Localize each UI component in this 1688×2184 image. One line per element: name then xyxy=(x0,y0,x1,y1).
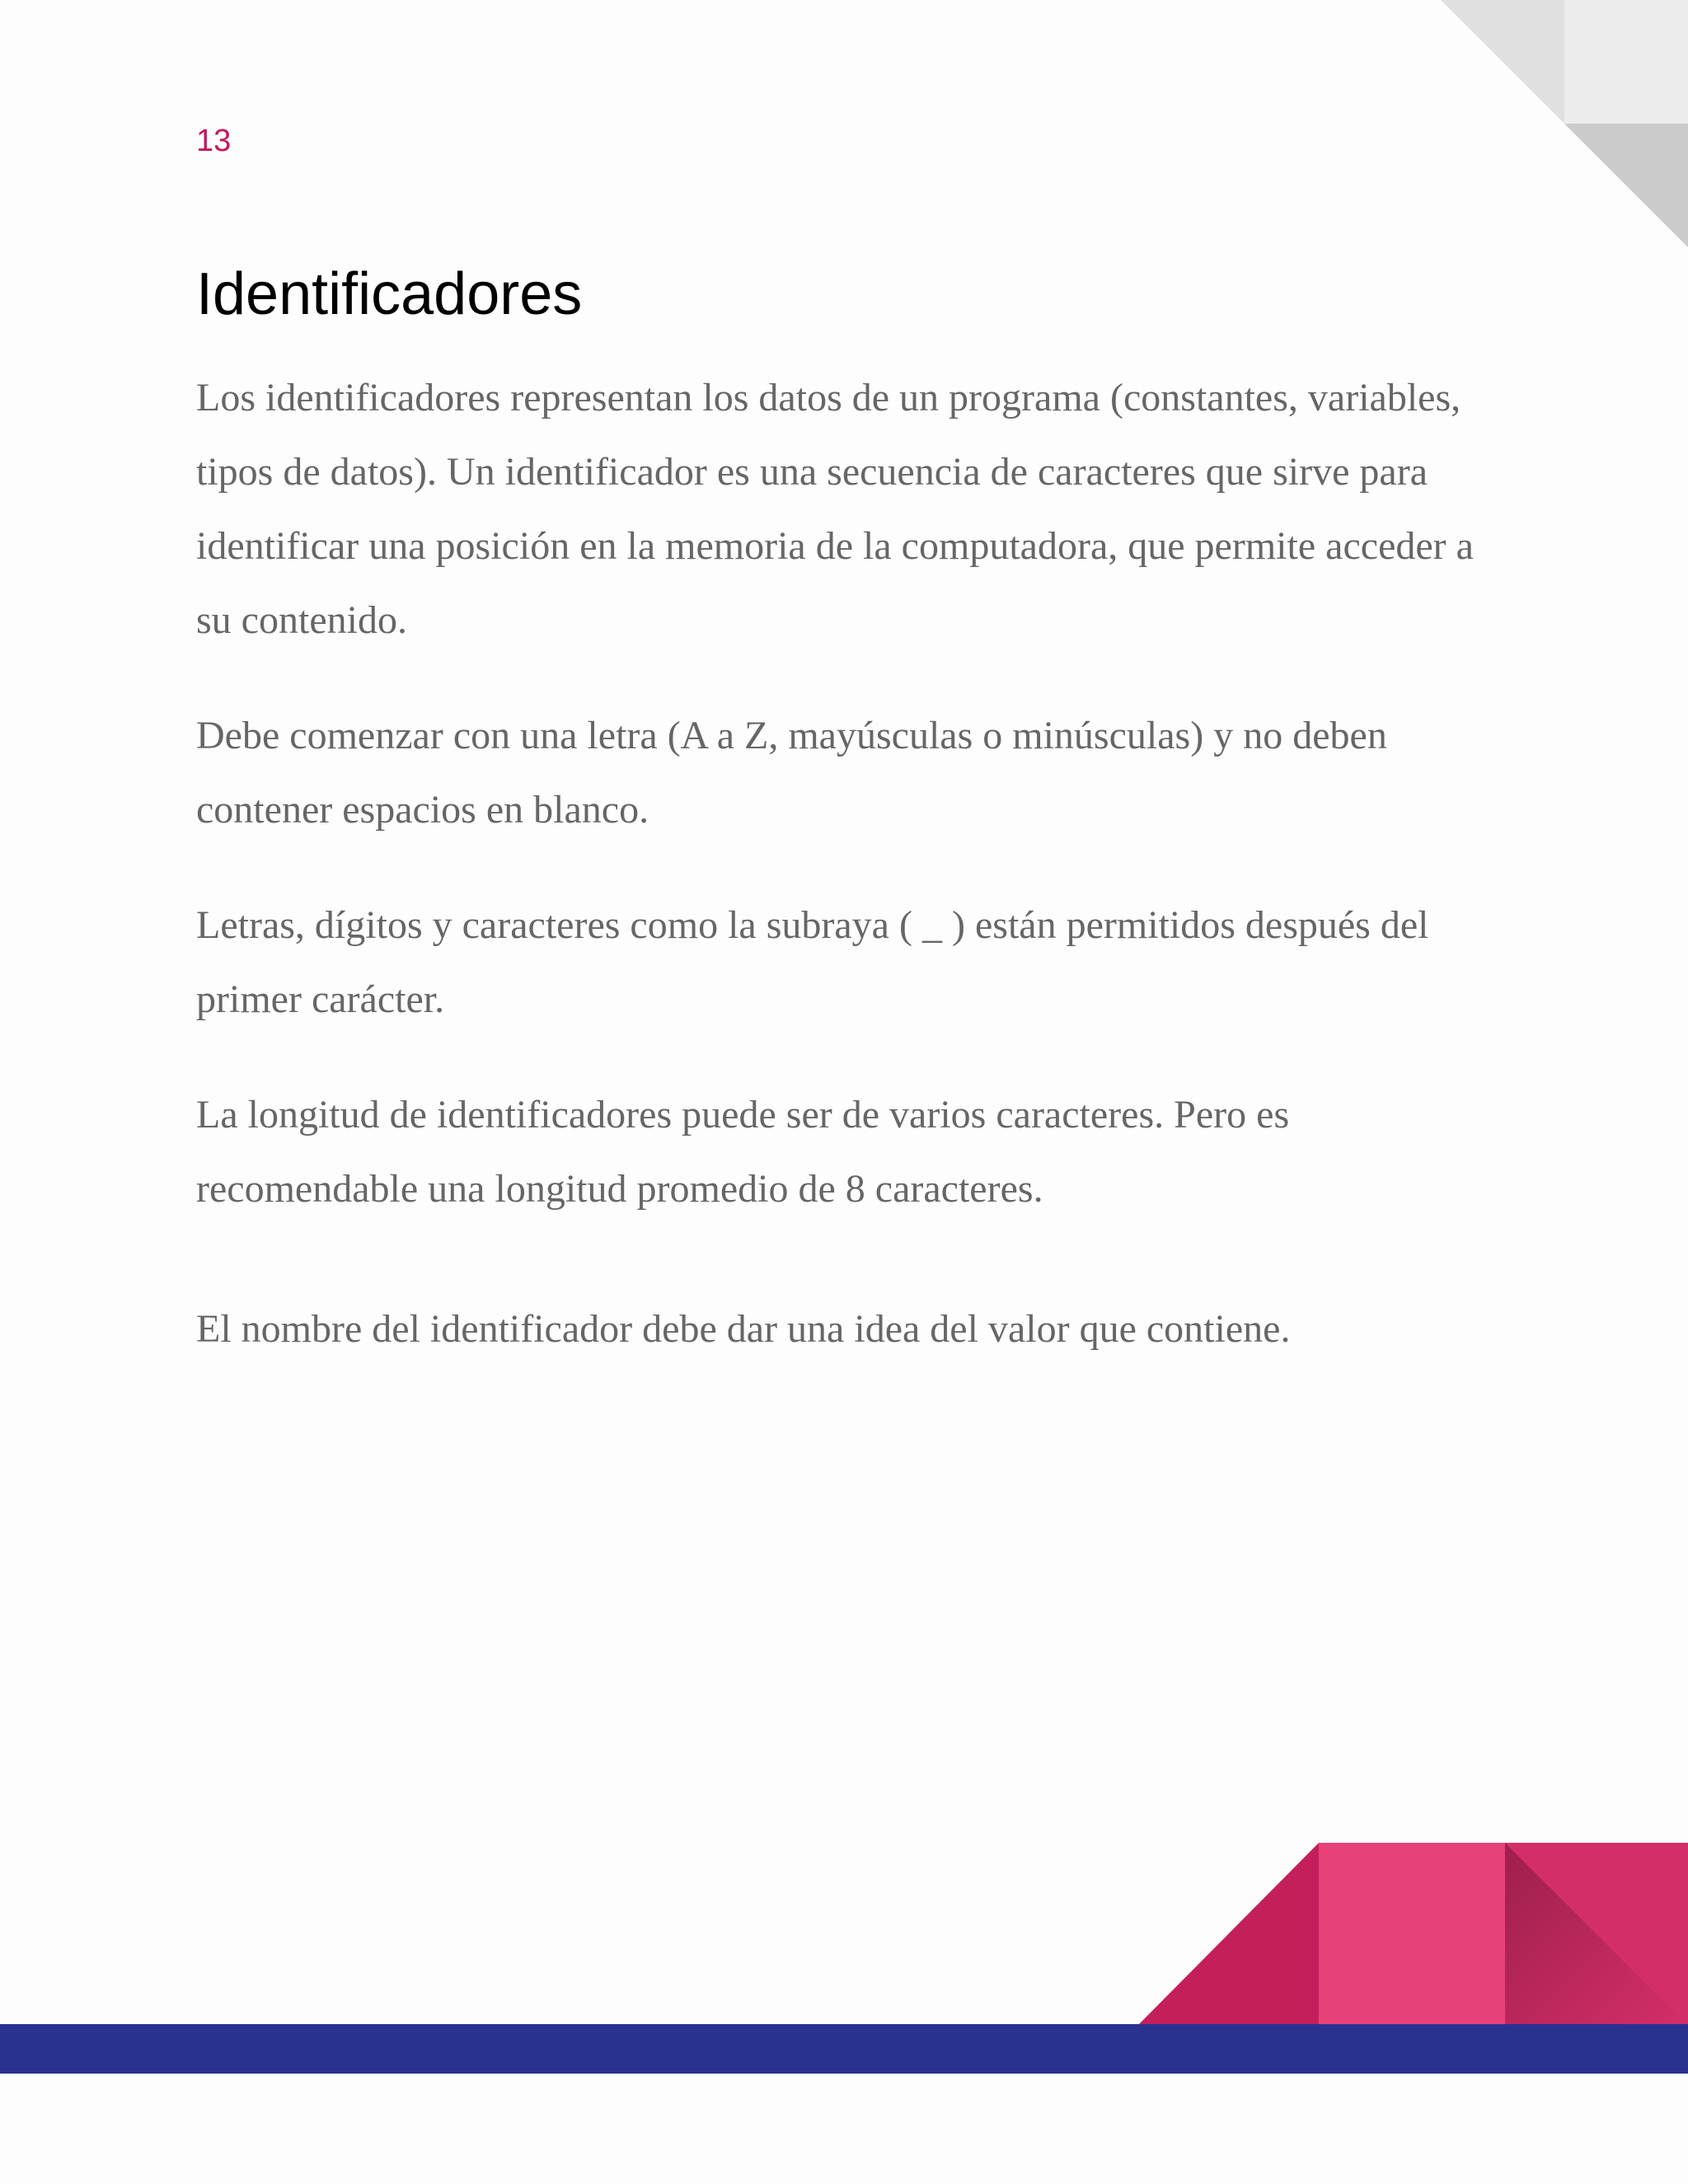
bottom-corner-decoration xyxy=(1137,1843,1688,2026)
body-text xyxy=(196,361,1515,1408)
page-title: Identificadores xyxy=(196,261,583,327)
top-corner-decoration xyxy=(1441,0,1688,247)
paragraph-4: La longitud de identificadores puede ser de varios caracteres. Pero es recomendable una longitud promedio de 8 caracteres. xyxy=(196,1093,1290,1211)
paragraph-2: Debe comenzar con una letra (A a Z, mayúsculas o minúsculas) y no deben contener espacios en blanco. xyxy=(196,714,1387,832)
paragraph-3: Letras, dígitos y caracteres como la subraya ( _ ) están permitidos después del primer carácter. xyxy=(196,903,1429,1021)
page-number: 13 xyxy=(196,124,232,158)
paragraph-1: Los identificadores representan los datos de un programa (constantes, variables, tipos de datos). Un identificador es una secuencia de caracteres que sirve para identificar una posición en la memoria de la computadora, que permite acceder a su contenido. xyxy=(196,376,1474,642)
footer-bar xyxy=(0,2024,1688,2074)
paragraph-5: El nombre del identificador debe dar una idea del valor que contiene. xyxy=(196,1307,1291,1351)
